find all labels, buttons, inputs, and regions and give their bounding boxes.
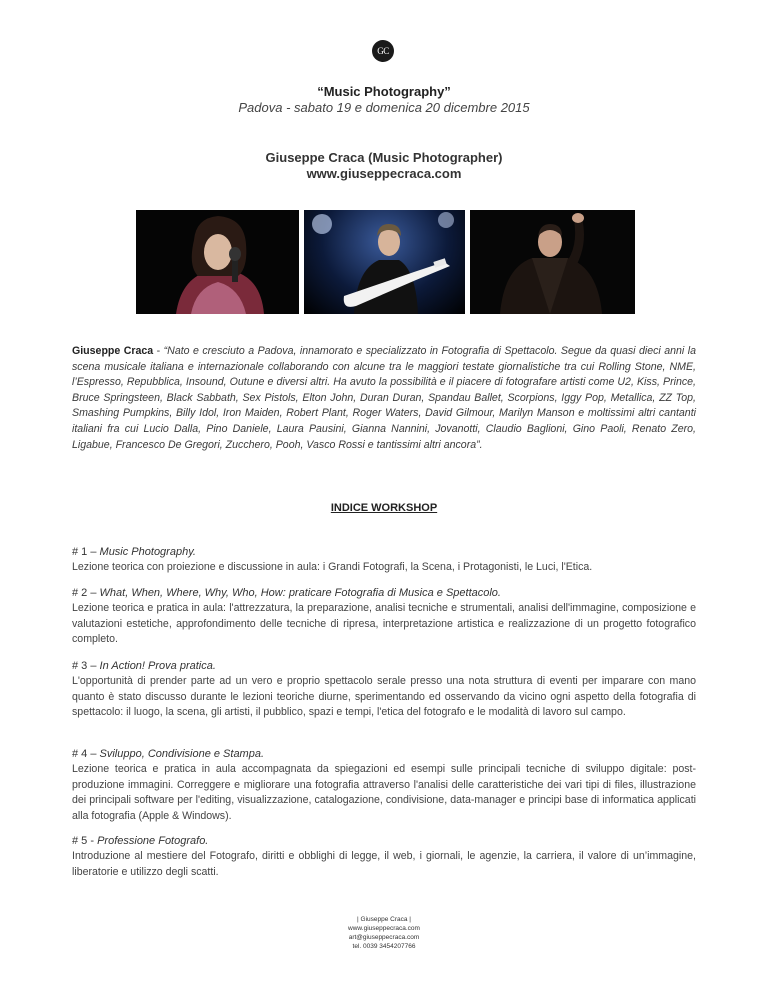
photo-guitarist-image xyxy=(304,210,465,314)
section-3-title: In Action! Prova pratica. xyxy=(99,660,216,672)
section-5-body: Introduzione al mestiere del Fotografo, diritti e obblighi di legge, il web, i giornali, le agenzie, la carriera, il valore di un’immagine, liberatorie e utilizzo degli scatti. xyxy=(72,850,696,878)
photo-guitarist xyxy=(304,210,465,314)
section-3-body: L'opportunità di prender parte ad un vero e proprio spettacolo serale presso una nota struttura di eventi per imparare con mano quanto è stato discusso durante le lezioni teoriche diurne, sperimentando ed osservando da vicino ogni aspetto della fotografia di spettacolo: il luogo, la scena, gli artisti, il pubblico, spazi e tempi, l'etica del fotografo e le modalità di lavoro sul campo. xyxy=(72,675,696,719)
section-2-body: Lezione teorica e pratica in aula: l'attrezzatura, la preparazione, analisi tecniche e strumentali, analisi dell'immagine, composizione e valutazioni estetiche, approfondimento delle tecniche di ripresa, interpretazione artistica e realizzazione di un progetto fotografico completo. xyxy=(72,602,696,646)
photo-singer-1 xyxy=(136,210,299,314)
section-1-heading xyxy=(72,545,696,560)
section-1-body: Lezione teorica con proiezione e discussione in aula: i Grandi Fotografi, la Scena, i Protagonisti, le Luci, l'Etica. xyxy=(72,561,593,573)
photo-singer-1-image xyxy=(136,210,299,314)
section-2-heading xyxy=(72,586,696,601)
footer-phone: tel. 0039 3454207766 xyxy=(352,943,416,950)
footer-name: | Giuseppe Craca | xyxy=(357,916,411,923)
photo-singer-2 xyxy=(470,210,635,314)
footer-website[interactable]: www.giuseppecraca.com xyxy=(348,925,420,932)
section-1 xyxy=(72,545,696,576)
bio-paragraph xyxy=(72,344,696,453)
section-5 xyxy=(72,834,696,880)
bio-name: Giuseppe Craca xyxy=(72,345,154,357)
bio-text: “Nato e cresciuto a Padova, innamorato e specializzato in Fotografia di Spettacolo. Segue da quasi dieci anni la scena musicale italiana e internazionale collaborando con alcune tra le maggiori testate giornalistiche tra cui Rolling Stone, NME, l’Espresso, Repubblica, Insound, Outune e diversi altri. Ha avuto la possibilità e il piacere di fotografare artisti come U2, Kiss, Prince, Bruce Springsteen, Black Sabbath, Sex Pistols, Elton John, Duran Duran, Spandau Ballet, Scorpions, Iggy Pop, Metallica, ZZ Top, Smashing Pumpkins, Billy Idol, Iron Maiden, Robert Plant, Roger Waters, David Gilmour, Marilyn Manson e moltissimi altri cantanti italiani fra cui Lucio Dalla, Pino Daniele, Laura Pausini, Gianna Nannini, Jovanotti, Claudio Baglioni, Gino Paoli, Renato Zero, Ligabue, Francesco De Gregori, Zucchero, Pooh, Vasco Rossi e tantissimi altri ancora”. xyxy=(72,345,696,451)
section-4-heading xyxy=(72,747,696,762)
section-5-number: # 5 - xyxy=(72,835,98,847)
section-1-title: Music Photography. xyxy=(99,546,196,558)
section-2-number: # 2 – xyxy=(72,587,100,599)
gc-logo xyxy=(372,40,394,62)
section-5-heading xyxy=(72,834,696,849)
website-link[interactable]: www.giuseppecraca.com xyxy=(306,166,462,181)
footer-email[interactable]: art@giuseppecraca.com xyxy=(348,934,420,941)
bio-separator: - xyxy=(153,345,164,357)
section-4-body: Lezione teorica e pratica in aula accompagnata da spiegazioni ed esempi sulle principali tecniche di sviluppo digitale: post-produzione immagini. Correggere e migliorare una fotografia attraverso l'analisi delle caratteristiche dei vari tipi di files, illustrazione dei principali software per l'editing, visualizzazione, catalogazione, condivisione, data-manager e principi base di informatica applicati alla fotografia (Apple & Windows). xyxy=(72,763,696,822)
section-3-heading xyxy=(72,659,696,674)
section-2 xyxy=(72,586,696,648)
section-5-title: Professione Fotografo. xyxy=(97,835,209,847)
section-3 xyxy=(72,659,696,721)
section-3-number: # 3 – xyxy=(72,660,100,672)
logo-text: GC xyxy=(377,46,389,56)
document-title: “Music Photography” xyxy=(317,84,451,99)
section-4-number: # 4 – xyxy=(72,748,100,760)
section-2-title: What, When, Where, Why, Who, How: praticare Fotografia di Musica e Spettacolo. xyxy=(99,587,501,599)
photo-singer-2-image xyxy=(470,210,635,314)
index-title: INDICE WORKSHOP xyxy=(330,502,438,514)
author-line: Giuseppe Craca (Music Photographer) xyxy=(265,150,503,165)
section-4-title: Sviluppo, Condivisione e Stampa. xyxy=(99,748,265,760)
section-4 xyxy=(72,747,696,824)
footer-contact xyxy=(0,915,768,951)
document-subtitle: Padova - sabato 19 e domenica 20 dicembre 2015 xyxy=(238,100,530,115)
section-1-number: # 1 – xyxy=(72,546,100,558)
photo-strip xyxy=(136,210,635,314)
